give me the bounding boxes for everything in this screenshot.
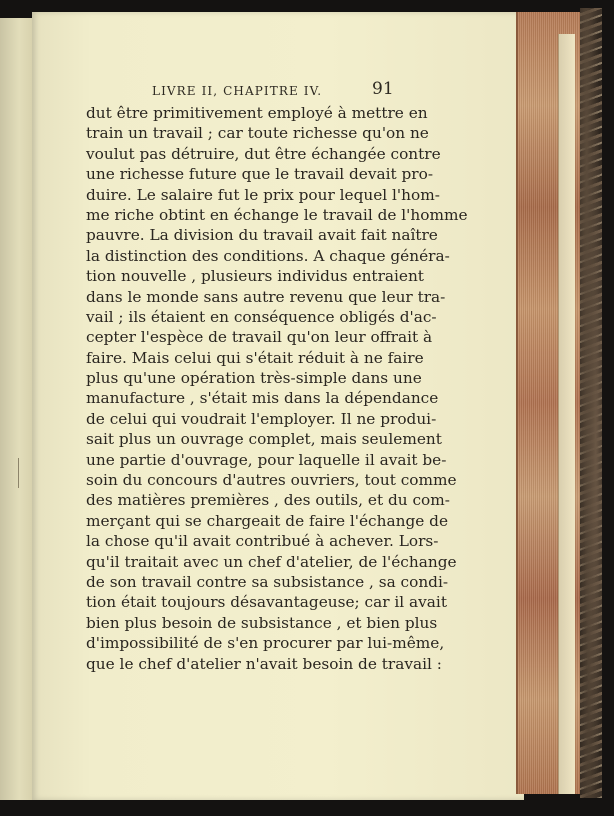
- running-head: [152, 79, 452, 104]
- text-line: de son travail contre sa subsistance , sa condi-: [86, 572, 449, 591]
- text-line: voulut pas détruire, dut être échangée contre: [86, 144, 441, 163]
- page-block-edge: [558, 34, 575, 794]
- text-line: soin du concours d'autres ouvriers, tout comme: [86, 471, 457, 490]
- book-fore-edge: [516, 12, 584, 794]
- text-line: d'impossibilité de s'en procurer par lui-même,: [86, 634, 445, 653]
- text-line: sait plus un ouvrage complet, mais seulement: [86, 430, 442, 449]
- text-line: pauvre. La division du travail avait fait naître: [86, 226, 438, 245]
- text-line: une partie d'ouvrage, pour laquelle il avait be-: [86, 450, 447, 469]
- text-line: me riche obtint en échange le travail de l'homme: [86, 205, 468, 224]
- text-line: tion nouvelle , plusieurs individus entraient: [86, 267, 424, 286]
- text-line: vail ; ils étaient en conséquence obligés d'ac-: [86, 307, 437, 326]
- text-line: tion était toujours désavantageuse; car il avait: [86, 593, 447, 612]
- text-line: cepter l'espèce de travail qu'on leur offrait à: [86, 328, 433, 347]
- left-page-edge: [0, 18, 33, 800]
- text-line: train un travail ; car toute richesse qu'on ne: [86, 124, 429, 143]
- text-line: la distinction des conditions. A chaque généra-: [86, 246, 450, 265]
- text-line: merçant qui se chargeait de faire l'échange de: [86, 511, 449, 530]
- text-line: manufacture , s'était mis dans la dépendance: [86, 389, 439, 408]
- chapter-title: LIVRE II, CHAPITRE IV.: [152, 84, 323, 98]
- text-line: bien plus besoin de subsistance , et bien plus: [86, 613, 438, 632]
- text-line: dans le monde sans autre revenu que leur tra-: [86, 287, 446, 306]
- page-mark: [18, 458, 19, 488]
- text-line: plus qu'une opération très-simple dans une: [86, 369, 422, 388]
- body-text: [86, 103, 468, 674]
- page-number: 91: [372, 79, 394, 99]
- text-line: duire. Le salaire fut le prix pour lequel l'hom-: [86, 185, 440, 204]
- marbled-cover: [580, 8, 602, 798]
- text-line: la chose qu'il avait contribué à achever. Lors-: [86, 532, 439, 551]
- text-line: une richesse future que le travail devait pro-: [86, 165, 433, 184]
- text-line: des matières premières , des outils, et du com-: [86, 491, 450, 510]
- text-line: que le chef d'atelier n'avait besoin de travail :: [86, 654, 442, 673]
- text-line: qu'il traitait avec un chef d'atelier, de l'échange: [86, 552, 457, 571]
- text-line: faire. Mais celui qui s'était réduit à ne faire: [86, 348, 424, 367]
- text-line: dut être primitivement employé à mettre en: [86, 104, 428, 122]
- text-line: de celui qui voudrait l'employer. Il ne produi-: [86, 409, 437, 428]
